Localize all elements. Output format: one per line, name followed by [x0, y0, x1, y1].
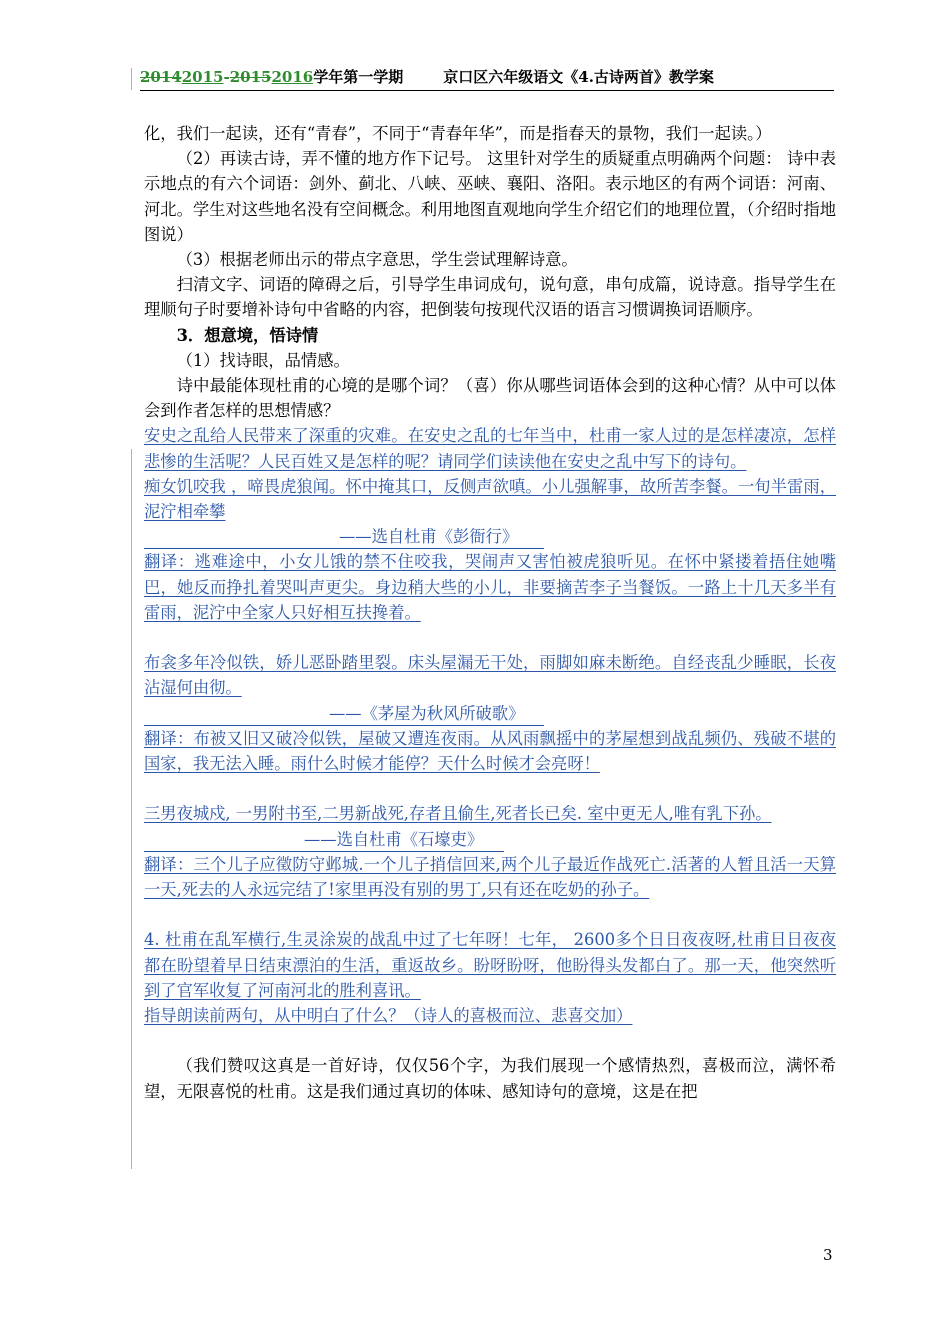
- header-title: 京口区六年级语文《4.古诗两首》教学案: [443, 68, 714, 86]
- document-body: [144, 121, 836, 1104]
- poem-1: 痴女饥咬我 ，啼畏虎狼闻。怀中掩其口，反侧声欲嗔。小儿强解事，故所苦李餐。一旬半雷雨，泥泞相牵攀: [144, 476, 836, 522]
- term-label: 学年第一学期: [313, 68, 404, 86]
- corner-crop-mark: [131, 68, 132, 90]
- blank-line: [144, 902, 836, 927]
- revision-intro: 安史之乱给人民带来了深重的灾难。在安史之乱的七年当中，杜甫一家人过的是怎样凄凉，怎样悲惨的生活呢？人民百姓又是怎样的呢？请同学们读读他在安史之乱中写下的诗句。: [144, 426, 836, 471]
- blank-line: [144, 776, 836, 801]
- section-heading-3: 3．想意境，悟诗情: [176, 325, 319, 345]
- page-header: [140, 66, 834, 91]
- inserted-year-1: 2015: [181, 68, 224, 86]
- poem-1-source-line: [144, 524, 836, 549]
- poem-1-source: ——选自杜甫《彭衙行》: [339, 527, 519, 547]
- deleted-year-1: 2014: [140, 68, 182, 86]
- poem-2: 布衾多年冷似铁，娇儿恶卧踏里裂。床头屋漏无干处，雨脚如麻未断绝。自经丧乱少睡眠，长夜沾湿何由彻。: [144, 653, 836, 698]
- paragraph-step-2: （2）再读古诗，弄不懂的地方作下记号。 这里针对学生的质疑重点明确两个问题： 诗中表示地点的有六个词语：剑外、蓟北、八峡、巫峡、襄阳、洛阳。表示地区的有两个词语：河南、河北。学生对这些地名没有空间概念。利用地图直观地向学生介绍它们的地理位置，（介绍时指地图说）: [144, 149, 836, 244]
- blank-line: [144, 1028, 836, 1053]
- paragraph-sub-1: （1）找诗眼，品情感。: [176, 350, 350, 370]
- paragraph-explanation: 扫清文字、词语的障碍之后，引导学生串词成句，说句意，串句成篇，说诗意。指导学生在理顺句子时要增补诗句中省略的内容，把倒装句按现代汉语的语言习惯调换词语顺序。: [144, 275, 836, 320]
- deleted-year-2: 2015: [229, 68, 272, 86]
- blank-line: [144, 625, 836, 650]
- poem-3-translation: 翻译：三个儿子应徵防守邺城.一个儿子捎信回来,两个儿子最近作战死亡.活著的人暂且活一天算一天,死去的人永远完结了!家里再没有别的男丁,只有还在吃奶的孙子。: [144, 854, 836, 900]
- poem-2-source-line: [144, 701, 836, 726]
- revision-change-bar: [131, 449, 132, 1169]
- page-number: 3: [823, 1246, 833, 1264]
- paragraph-step-3: （3）根据老师出示的带点字意思，学生尝试理解诗意。: [176, 250, 578, 270]
- poem-3: 三男夜城戍, 一男附书至,二男新战死,存者且偷生,死者长已矣. 室中更无人,唯有乳下孙。: [144, 804, 772, 824]
- paragraph-step-4: 4. 杜甫在乱军横行,生灵涂炭的战乱中过了七年呀！七年， 2600多个日日夜夜呀,杜甫日日夜夜都在盼望着早日结束漂泊的生活，重返故乡。盼呀盼呀，他盼得头发都白了。那一天，他突然听到了官军收复了河南河北的胜利喜讯。: [144, 930, 836, 1000]
- poem-1-translation: 翻译：逃难途中，小女儿饿的禁不住咬我，哭闹声又害怕被虎狼听见。在怀中紧搂着捂住她嘴巴，她反而挣扎着哭叫声更尖。身边稍大些的小儿，非要摘苦李子当餐饭。一路上十几天多半有雷雨，泥泞中全家人只好相互扶搀着。: [144, 552, 836, 622]
- paragraph-reading-guide: 指导朗读前两句，从中明白了什么？（诗人的喜极而泣、悲喜交加）: [144, 1006, 633, 1026]
- paragraph-closing: （我们赞叹这真是一首好诗，仅仅56个字，为我们展现一个感情热烈，喜极而泣，满怀希望，无限喜悦的杜甫。这是我们通过真切的体味、感知诗句的意境，这是在把: [144, 1056, 836, 1101]
- poem-2-translation: 翻译：布被又旧又破冷似铁，屋破又遭连夜雨。从风雨飘摇中的茅屋想到战乱频仍、残破不堪的国家，我无法入睡。雨什么时候才能停？天什么时候才会亮呀！: [144, 728, 836, 774]
- poem-3-source-line: [144, 827, 836, 852]
- poem-3-source: ——选自杜甫《石壕吏》: [304, 829, 484, 849]
- inserted-year-2: 2016: [271, 68, 314, 86]
- poem-2-source: ——《茅屋为秋风所破歌》: [329, 703, 525, 723]
- year-separator: -: [223, 68, 230, 86]
- paragraph-question: 诗中最能体现杜甫的心境的是哪个词？（喜）你从哪些词语体会到的这种心情？从中可以体会到作者怎样的思想情感？: [144, 376, 836, 421]
- tracked-insertion-block: [144, 423, 836, 1028]
- paragraph-continued: 化，我们一起读，还有“青春”，不同于“青春年华”，而是指春天的景物，我们一起读。）: [144, 124, 772, 143]
